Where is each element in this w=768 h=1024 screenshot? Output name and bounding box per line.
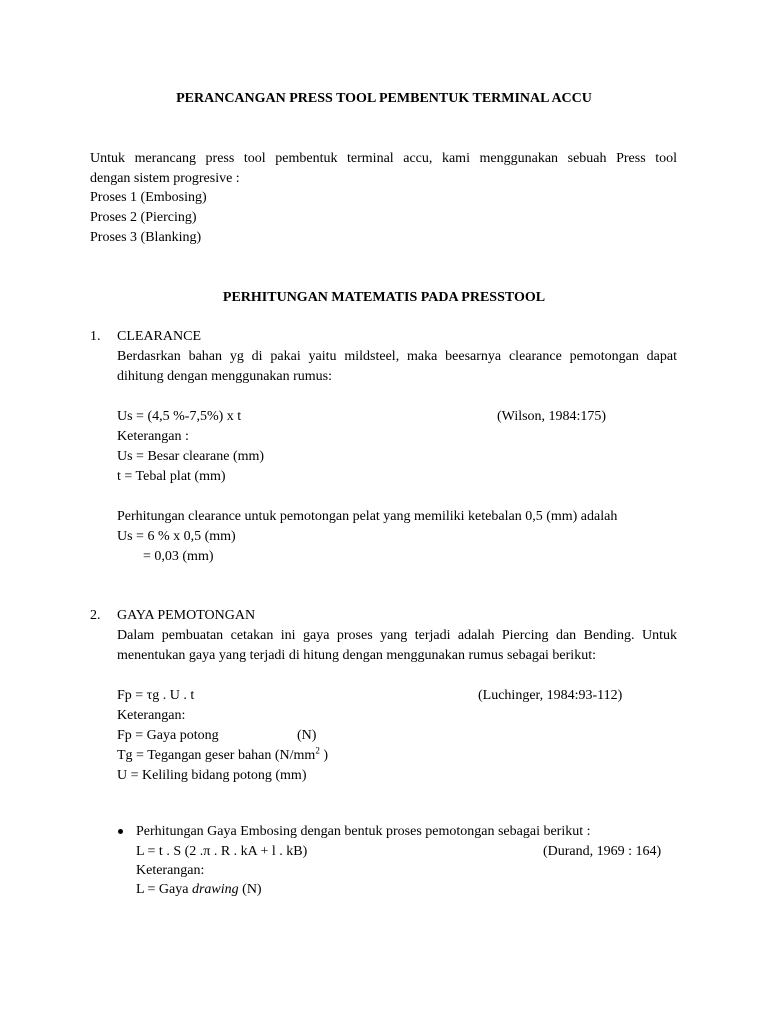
embosing-formula: L = t . S (2 .π . R . kA + l . kB): [136, 844, 308, 859]
proses-2: Proses 2 (Piercing): [90, 210, 197, 225]
section-2-heading: GAYA PEMOTONGAN: [117, 608, 256, 623]
def-l-italic: drawing: [191, 882, 239, 897]
proses-1: Proses 1 (Embosing): [90, 190, 207, 205]
force-formula-ref: (Luchinger, 1984:93-112): [478, 688, 623, 703]
keterangan-3: Keterangan:: [136, 863, 205, 878]
calc-line-2: = 0,03 (mm): [143, 549, 214, 564]
def-tg: [117, 746, 328, 766]
def-l-prefix: L = Gaya: [136, 882, 192, 897]
keterangan-1: Keterangan :: [117, 429, 189, 444]
section-1-number: 1.: [90, 329, 101, 344]
document-title: PERANCANGAN PRESS TOOL PEMBENTUK TERMINAL ACCU: [176, 91, 592, 106]
def-tg-text: Tg = Tegangan geser bahan (N/mm: [117, 748, 316, 763]
def-tg-sup: 2: [315, 745, 320, 756]
def-u: U = Keliling bidang potong (mm): [117, 768, 307, 783]
section-2-number: 2.: [90, 608, 101, 623]
intro-line-1: Untuk merancang press tool pembentuk terminal accu, kami menggunakan sebuah Press tool: [90, 151, 677, 166]
def-fp-unit: (N): [297, 728, 317, 743]
calc-intro: Perhitungan clearance untuk pemotongan pelat yang memiliki ketebalan 0,5 (mm) adalah: [117, 509, 618, 524]
force-formula: Fp = τg . U . t: [117, 688, 195, 703]
section-1-line-2: dihitung dengan menggunakan rumus:: [117, 369, 333, 384]
bullet-icon: [118, 829, 123, 834]
section-1-heading: CLEARANCE: [117, 329, 201, 344]
bullet-text: Perhitungan Gaya Embosing dengan bentuk proses pemotongan sebagai berikut :: [136, 824, 591, 839]
section-2-line-1: Dalam pembuatan cetakan ini gaya proses yang terjadi adalah Piercing dan Bending. Untuk: [117, 628, 677, 643]
intro-line-2: dengan sistem progresive :: [90, 171, 240, 186]
clearance-formula: Us = (4,5 %-7,5%) x t: [117, 409, 242, 424]
embosing-formula-ref: (Durand, 1969 : 164): [543, 844, 662, 859]
section-subtitle: PERHITUNGAN MATEMATIS PADA PRESSTOOL: [222, 290, 546, 305]
def-l: [136, 880, 262, 900]
def-fp: Fp = Gaya potong: [117, 728, 219, 743]
clearance-formula-ref: (Wilson, 1984:175): [497, 409, 607, 424]
section-2-line-2: menentukan gaya yang terjadi di hitung dengan menggunakan rumus sebagai berikut:: [117, 648, 596, 663]
keterangan-2: Keterangan:: [117, 708, 186, 723]
proses-3: Proses 3 (Blanking): [90, 230, 202, 245]
calc-line-1: Us = 6 % x 0,5 (mm): [117, 529, 236, 544]
def-us: Us = Besar clearane (mm): [117, 449, 265, 464]
section-1-line-1: Berdasrkan bahan yg di pakai yaitu mildsteel, maka beesarnya clearance pemotongan dapat: [117, 349, 677, 364]
def-l-suffix: (N): [238, 882, 262, 897]
def-tg-close: ): [319, 748, 328, 763]
def-t: t = Tebal plat (mm): [117, 469, 226, 484]
